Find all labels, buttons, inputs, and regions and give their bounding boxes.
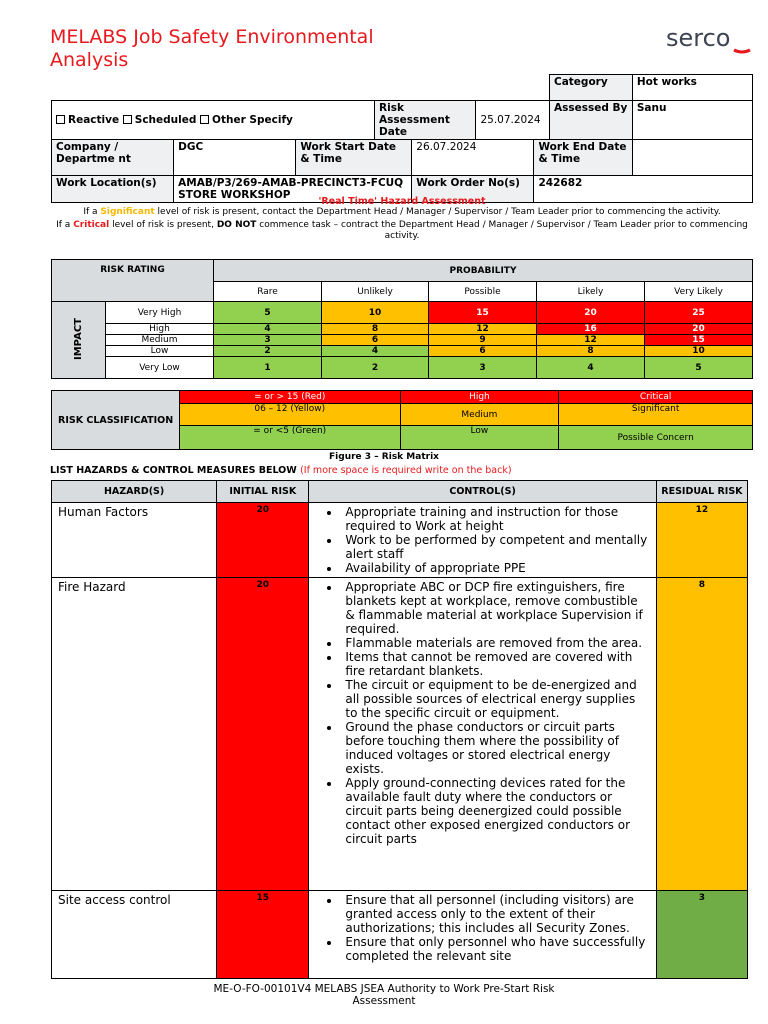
realtime-heading: 'Real Time' Hazard Assessment [318,196,486,207]
initial-risk: 15 [217,891,309,979]
matrix-cell: 12 [537,335,645,346]
impact-row-label: Low [106,346,214,357]
class-range: = or <5 (Green) [179,426,400,450]
matrix-cell: 20 [537,302,645,324]
controls [309,891,656,979]
probability-label: PROBABILITY [214,260,753,282]
residual-risk: 12 [656,503,747,578]
header-table [51,74,753,203]
control-item: • Items that cannot be removed are covered with fire retardant blankets. [341,650,649,678]
matrix-cell: 4 [537,357,645,379]
risk-classification [51,390,753,450]
matrix-cell: 25 [645,302,753,324]
assessed-by-label: Assessed By [550,101,633,140]
risk-matrix [51,259,753,379]
impact-row-label: High [106,324,214,335]
matrix-cell: 5 [645,357,753,379]
matrix-cell: 8 [537,346,645,357]
prob-col-header: Possible [429,282,537,302]
work-location-value: AMAB/P3/269-AMAB-PRECINCT3-FCUQ STORE WORKSHOP [174,176,412,203]
controls [309,503,656,578]
matrix-cell: 8 [322,324,429,335]
matrix-cell: 3 [429,357,537,379]
hazard-name: Fire Hazard [52,578,217,891]
logo-text: serco [666,24,731,52]
control-item: • Work to be performed by competent and mentally alert staff [341,533,649,561]
realtime-assessment [51,196,753,242]
checkbox-other[interactable]: Other Specify [200,114,293,126]
hazard-table [51,480,748,979]
matrix-cell: 12 [429,324,537,335]
control-item: • Ensure that only personnel who have successfully completed the relevant site [341,935,649,963]
checkbox-icon [56,115,65,124]
matrix-cell: 5 [214,302,322,324]
col-initial-risk: INITIAL RISK [217,481,309,503]
control-item: • Availability of appropriate PPE [341,561,649,575]
matrix-cell: 2 [214,346,322,357]
prob-col-header: Rare [214,282,322,302]
class-action: Significant [559,404,753,426]
matrix-cell: 16 [537,324,645,335]
class-action: Critical [559,391,753,404]
serco-logo [664,20,752,56]
control-item: • Ground the phase conductors or circuit parts before touching them where the possibility of induced voltages or stored electrical energy exists. [341,720,649,776]
checkbox-scheduled[interactable]: Scheduled [123,114,197,126]
checkbox-icon [200,115,209,124]
initial-risk: 20 [217,503,309,578]
col-residual-risk: RESIDUAL RISK [656,481,747,503]
assessed-by-value: Sanu [632,101,752,140]
title-line-1: MELABS Job Safety Environmental [50,26,374,48]
controls [309,578,656,891]
classification-label: RISK CLASSIFICATION [52,391,180,450]
initial-risk: 20 [217,578,309,891]
matrix-cell: 15 [429,302,537,324]
title-line-2: Analysis [50,49,129,71]
hazard-name: Human Factors [52,503,217,578]
matrix-cell: 15 [645,335,753,346]
matrix-cell: 1 [214,357,322,379]
control-item: • Ensure that all personnel (including visitors) are granted access only to the extent of their authorizations; this includes all Security Zones. [341,893,649,935]
checkbox-reactive[interactable]: Reactive [56,114,119,126]
control-item: • Apply ground-connecting devices rated for the available fault duty where the conductors or circuit parts being deenergized could possible contact other exposed energized conductors or circuit parts [341,776,649,846]
footer [0,983,768,1007]
control-item: • Flammable materials are removed from the area. [341,636,649,650]
category-value: Hot works [632,75,752,101]
matrix-cell: 3 [214,335,322,346]
class-level: Medium [400,404,559,426]
impact-row-label: Very Low [106,357,214,379]
class-level: High [400,391,559,404]
footer-line-1: ME-O-FO-00101V4 MELABS JSEA Authority to Work Pre-Start Risk [213,983,555,995]
risk-rating-label: RISK RATING [52,260,214,302]
work-end-value [632,140,752,176]
matrix-cell: 6 [429,346,537,357]
matrix-cell: 4 [322,346,429,357]
risk-date-label: Risk Assessment Date [375,101,476,140]
realtime-line-1: If a Significant level of risk is present, contact the Department Head / Manager / Supervisor / Team Leader prior to commencing the activity. [83,207,721,217]
hazard-name: Site access control [52,891,217,979]
matrix-cell: 20 [645,324,753,335]
list-heading: LIST HAZARDS & CONTROL MEASURES BELOW (If more space is required write on the back) [50,465,512,476]
class-action: Possible Concern [559,426,753,450]
prob-col-header: Very Likely [645,282,753,302]
company-label: Company / Departme nt [52,140,174,176]
work-start-label: Work Start Date & Time [296,140,412,176]
realtime-line-2: If a Critical level of risk is present, DO NOT commence task – contract the Department Head / Manager / Supervisor / Team Leader prior to commencing activity. [56,220,748,241]
class-range: 06 – 12 (Yellow) [179,404,400,426]
impact-row-label: Very High [106,302,214,324]
residual-risk: 8 [656,578,747,891]
col-hazard: HAZARD(S) [52,481,217,503]
class-level: Low [400,426,559,450]
checkbox-icon [123,115,132,124]
category-label: Category [550,75,633,101]
matrix-cell: 10 [645,346,753,357]
document-title [50,26,374,72]
prob-col-header: Unlikely [322,282,429,302]
work-location-label: Work Location(s) [52,176,174,203]
matrix-cell: 6 [322,335,429,346]
risk-date-value: 25.07.2024 [476,101,550,140]
work-order-label: Work Order No(s) [412,176,534,203]
impact-row-label: Medium [106,335,214,346]
job-type-options [52,101,375,140]
class-range: = or > 15 (Red) [179,391,400,404]
work-end-label: Work End Date & Time [534,140,632,176]
work-start-value: 26.07.2024 [412,140,534,176]
matrix-cell: 9 [429,335,537,346]
impact-label: IMPACT [52,302,106,379]
figure-caption: Figure 3 – Risk Matrix [329,452,439,462]
matrix-cell: 2 [322,357,429,379]
prob-col-header: Likely [537,282,645,302]
residual-risk: 3 [656,891,747,979]
control-item: • Appropriate training and instruction for those required to Work at height [341,505,649,533]
matrix-cell: 10 [322,302,429,324]
work-order-value: 242682 [534,176,753,203]
col-controls: CONTROL(S) [309,481,656,503]
control-item: • Appropriate ABC or DCP fire extinguishers, fire blankets kept at workplace, remove combustible & flammable material at workplace Supervision if required. [341,580,649,636]
control-item: • The circuit or equipment to be de-energized and all possible sources of electrical energy supplies to the specific circuit or equipment. [341,678,649,720]
list-note: (If more space is required write on the back) [300,465,512,476]
company-value: DGC [174,140,296,176]
footer-line-2: Assessment [352,995,416,1007]
matrix-cell: 4 [214,324,322,335]
